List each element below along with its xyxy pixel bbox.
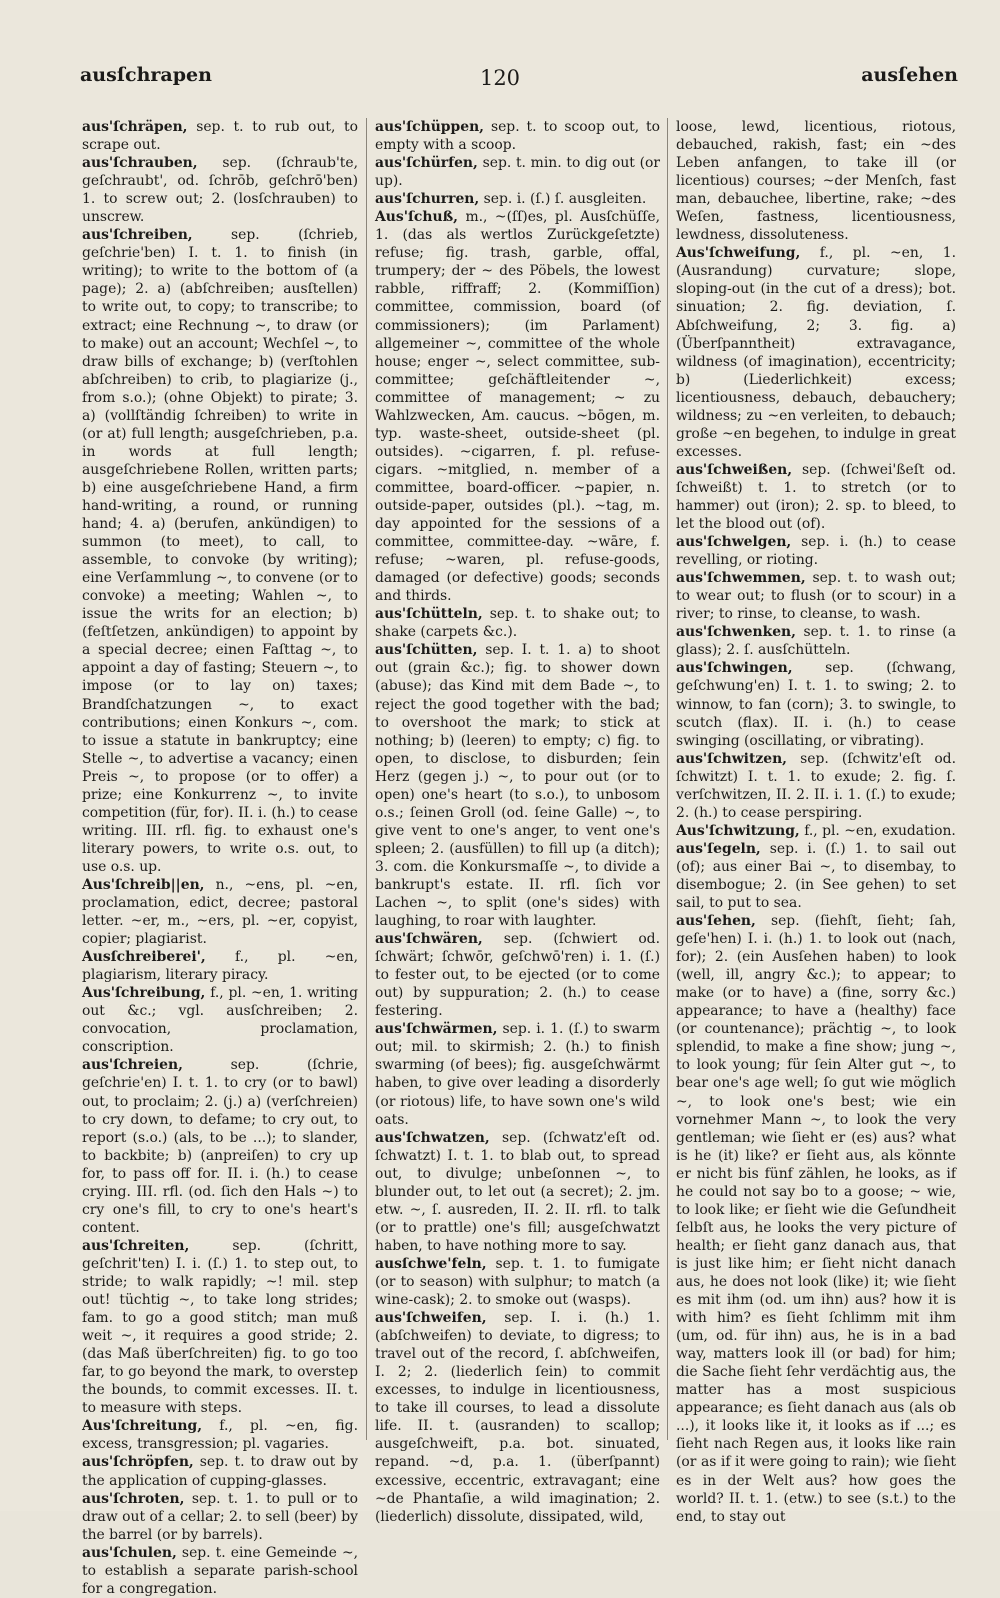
- entry-text: sep. t. to scoop out, to empty with a scoop.: [375, 119, 660, 154]
- headword: aus'ſchwärmen,: [375, 1021, 498, 1038]
- dictionary-entry: [676, 822, 956, 840]
- entry-text: sep. t. 1. to fumigate (or to season) with sulphur; to match (a wine-cask); 2. to smoke out (wasps).: [375, 1255, 660, 1309]
- dictionary-entry: [676, 659, 956, 749]
- entry-text: sep. t. 1. to pull or to draw out of a cellar; 2. to sell (beer) by the barrel (or by barrels).: [82, 1490, 358, 1543]
- entry-text: sep. (ſchritt, geſchrit'ten) I. i. (ſ.) 1. to step out, to stride; to walk rapidly; ~! mil. step out! tüchtig ~, to take long strides; fam. to go a good stitch; man muß weit ~, it requires a good stride; 2. (das Maß überſchreiten) fig. to go too far, to go beyond the mark, to overstep the bounds, to commit excesses. II. t. to measure with steps.: [82, 1237, 358, 1417]
- column-divider: [366, 118, 367, 1440]
- column-2: [375, 118, 660, 1525]
- dictionary-entry: [82, 226, 358, 876]
- headword: aus'ſchröpfen,: [82, 1454, 194, 1471]
- headword: Aus'ſchreitung,: [82, 1418, 203, 1435]
- headword: aus'ſchulen,: [82, 1544, 177, 1561]
- dictionary-entry: [375, 1020, 660, 1128]
- entry-text: sep. (ſchrieb, geſchrie'ben) I. t. 1. to finish (in writing); to write to the bottom of (a page); 2. a) (abſchreiben; ausſtellen) to write out, to copy; to transcribe; to extract; eine Rechnung ~, to draw (or to make) out an account; Wechſel ~, to draw bills of exchange; b) (verſtohlen abſchreiben) to crib, to plagiarize (j., from s.o.); (ohne Objekt) to pirate; 3. a) (vollſtändig ſchreiben) to write in (or at) full length; ausgeſchrieben, p.a. in words at full length; ausgeſchriebene Rollen, written parts; b) eine ausgeſchriebene Hand, a firm hand-writing, a round, or running hand; 4. a) (berufen, ankündigen) to summon (to meet), to call, to assemble, to convoke (by writing); eine Verſammlung ~, to convene (or to convoke) a meeting; Wahlen ~, to issue the writs for an election; b) (feſtſetzen, ankündigen) to appoint by a special decree; einen Faſttag ~, to appoint a day of fasting; Steuern ~, to impose (or to lay on) taxes; Brandſchatzungen ~, to exact contributions; einen Konkurs ~, com. to issue a statute in bankruptcy; eine Stelle ~, to advertise a vacancy; einen Preis ~, to propose (or to offer) a prize; eine Konkurrenz ~, to invite competition (für, for). II. i. (h.) to cease writing. III. rfl. fig. to exhaust one's literary powers, to write o.s. out, to use o.s. up.: [82, 227, 358, 875]
- dictionary-entry: [375, 190, 660, 208]
- headword: aus'ſchreiten,: [82, 1237, 190, 1254]
- dictionary-entry: [82, 118, 358, 154]
- dictionary-entry: [82, 1544, 358, 1598]
- entry-text: f., pl. ~en, plagiarism, literary piracy.: [82, 949, 358, 984]
- entry-text: sep. t. to wash out; to wear out; to flush (or to scour) in a river; to rinse, to cleanse, to wash.: [676, 570, 956, 623]
- headword: aus'ſchwingen,: [676, 660, 793, 677]
- headword: aus'ſchwelgen,: [676, 534, 792, 551]
- entry-text: sep. (ſchwatz'eſt od. ſchwatzt) I. t. 1. to blab out, to spread out, to divulge; unbeſonnen ~, to blunder out, to let out (a secret); 2. jm. etw. ~, ſ. ausreden, II. 2. II. rfl. to talk (or to prattle) one's fill; ausgeſchwatzt haben, to have nothing more to say.: [375, 1129, 660, 1254]
- entry-text: sep. (ſchraub'te, geſchraubt', od. ſchrōb, geſchrō'ben) 1. to screw out; 2. (losſchrauben) to unscrew.: [82, 155, 358, 226]
- headword: aus'ſchwitzen,: [676, 750, 788, 767]
- entry-text: f., pl. ~en, exudation.: [799, 822, 956, 839]
- dictionary-entry: [375, 1129, 660, 1255]
- dictionary-entry: [676, 244, 956, 461]
- headword: aus'ſchwenken,: [676, 624, 796, 641]
- entry-text: sep. (ſchrie, geſchrie'en) I. t. 1. to cry (or to bawl) out, to proclaim; 2. (j.) a) (verſchreien) to cry down, to defame; to cry out, to report (s.o.) (als, to be ...); to slander, to backbite; b) (anpreiſen) to cry up for, to pass off for. II. i. (h.) to cease crying. III. rfl. (od. ſich den Hals ~) to cry one's fill, to cry to one's heart's content.: [82, 1057, 358, 1236]
- headword: aus'ſchüppen,: [375, 119, 485, 135]
- dictionary-entry: [676, 840, 956, 912]
- headword: aus'ſchräpen,: [82, 119, 188, 135]
- dictionary-entry: [676, 912, 956, 1526]
- dictionary-entry: [82, 984, 358, 1056]
- dictionary-entry: [676, 533, 956, 569]
- entry-text: sep. (ſchwang, geſchwung'en) I. t. 1. to swing; 2. to winnow, to fan (corn); 3. to swingle, to scutch (flax). II. i. (h.) to cease swinging (oscillating, or vibrating).: [676, 660, 956, 749]
- entry-text: f., pl. ~en, fig. excess, transgression; pl. vagaries.: [82, 1418, 358, 1453]
- entry-text: sep. (ſchwiert od. ſchwärt; ſchwōr, geſchwō'ren) i. 1. (ſ.) to fester out, to be ejected (or to come out) by suppuration; 2. (h.) to cease festering.: [375, 931, 660, 1020]
- entry-text: sep. t. eine Gemeinde ~, to establish a separate parish-school for a congregation.: [82, 1544, 358, 1597]
- dictionary-entry: [375, 154, 660, 190]
- running-head-right: ausſehen: [861, 64, 958, 86]
- dictionary-entry: [676, 118, 956, 244]
- headword: aus'ſchwemmen,: [676, 570, 806, 587]
- headword: aus'ſchreien,: [82, 1057, 183, 1074]
- headword: aus'ſchreiben,: [82, 227, 193, 244]
- headword: aus'ſchweifen,: [375, 1310, 487, 1327]
- headword: Aus'ſchreibung,: [82, 985, 206, 1002]
- dictionary-entry: [375, 641, 660, 930]
- dictionary-entry: [82, 1490, 358, 1544]
- page-number: 120: [479, 66, 521, 90]
- dictionary-entry: [375, 1309, 660, 1526]
- dictionary-entry: [82, 1056, 358, 1236]
- entry-text: sep. t. to rub out, to scrape out.: [82, 119, 358, 154]
- dictionary-entry: [375, 208, 660, 605]
- dictionary-entry: [375, 930, 660, 1020]
- headword: Aus'ſchuß,: [375, 209, 458, 226]
- running-head-left: ausſchrapen: [80, 64, 212, 86]
- dictionary-entry: [82, 154, 358, 226]
- headword: aus'ſegeln,: [676, 840, 761, 857]
- entry-text: sep. i. (ſ.) 1. to sail out (of); aus einer Bai ~, to disembay, to disembogue; 2. (in See gehen) to set sail, to put to sea.: [676, 840, 956, 912]
- column-divider: [667, 118, 668, 1440]
- dictionary-entry: [676, 569, 956, 623]
- entry-text: sep. (ſiehſt, ſieht; ſah, geſe'hen) I. i. (h.) 1. to look out (nach, for); 2. (ein Ausſehen haben) to look (well, ill, angry &c.); to appear; to make (or to have) a (fine, sorry &c.) appearance; to have a (healthy) face (or countenance); prächtig ~, to look splendid, to make a fine show; jung ~, to look young; für ſein Alter gut ~, to bear one's age well; ſo gut wie möglich ~, to look one's best; wie ein vornehmer Mann ~, to look the very gentleman; wie ſieht er (es) aus? what is he (it) like? er ſieht aus, als könnte er nicht bis fünf zählen, he looks, as if he could not say bo to a goose; ~ wie, to look like; er ſieht wie die Geſundheit ſelbſt aus, he looks the very picture of health; er ſieht ganz danach aus, that is just like him; er ſieht nicht danach aus, he does not look (like) it; wie ſieht es mit ihm (od. um ihn) aus? how it is with him? es ſieht ſchlimm mit ihm (um, od. für ihn) aus, he is in a bad way, matters look ill (or bad) for him; die Sache ſieht ſehr verdächtig aus, the matter has a most suspicious appearance; es ſieht danach aus (als ob ...), it looks like it, it looks as if ...; es ſieht nach Regen aus, it looks like rain (or as if it were going to rain); wie ſieht es in der Welt aus? how goes the world? II. t. 1. (etw.) to see (s.t.) to the end, to stay out: [676, 913, 956, 1525]
- headword: Aus'ſchreib||en,: [82, 876, 205, 893]
- entry-text: sep. i. 1. (ſ.) to swarm out; mil. to skirmish; 2. (h.) to finish swarming (of bees); fig. ausgeſchwärmt haben, to give over leading a disorderly (or riotous) life, to have sown one's wild oats.: [375, 1021, 660, 1128]
- headword: aus'ſchürfen,: [375, 155, 478, 172]
- dictionary-entry: [676, 750, 956, 822]
- entry-text: loose, lewd, licentious, riotous, debauched, rakish, fast; ein ~des Leben anfangen, to take ill (or licentious) courses; ~der Menſch, fast man, debauchee, libertine, rake; ~des Weſen, fastness, licentiousness, lewdness, dissoluteness.: [676, 119, 956, 244]
- entry-text: sep. t. to draw out by the application of cupping-glasses.: [82, 1454, 358, 1489]
- entry-text: sep. (ſchwei'ßeſt od. ſchweißt) t. 1. to stretch (or to hammer) out (iron); 2. sp. to bleed, to let the blood out (of).: [676, 461, 956, 533]
- dictionary-entry: [82, 948, 358, 984]
- dictionary-entry: [676, 461, 956, 533]
- headword: aus'ſchweißen,: [676, 461, 793, 478]
- dictionary-entry: [82, 1453, 358, 1489]
- dictionary-entry: [82, 876, 358, 948]
- entry-text: sep. I. t. 1. a) to shoot out (grain &c.); fig. to shower down (abuse); das Kind mit dem Bade ~, to reject the good together with the bad; to overshoot the mark; to stick at nothing; b) (leeren) to empty; c) fig. to open, to disclose, to disburden; ſein Herz (gegen j.) ~, to pour out (or to open) one's heart (to s.o.), to unbosom o.s.; ſeinen Groll (od. ſeine Galle) ~, to give vent to one's anger, to vent one's spleen; 2. (ausfüllen) to fill up (a ditch); 3. com. die Konkursmaſſe ~, to divide a bankrupt's estate. II. rfl. ſich vor Lachen ~, to split (one's sides) with laughing, to roar with laughter.: [375, 642, 660, 930]
- entry-text: sep. i. (h.) to cease revelling, or rioting.: [676, 534, 956, 569]
- headword: aus'ſchwatzen,: [375, 1129, 490, 1146]
- entry-text: sep. i. (ſ.) ſ. ausgleiten.: [479, 191, 647, 208]
- dictionary-entry: [82, 1417, 358, 1453]
- headword: aus'ſchrauben,: [82, 155, 198, 172]
- entry-text: sep. t. min. to dig out (or up).: [375, 155, 660, 190]
- dictionary-entry: [375, 605, 660, 641]
- entry-text: sep. t. 1. to rinse (a glass); 2. ſ. ausſchütteln.: [676, 624, 956, 659]
- headword: aus'ſchwären,: [375, 931, 483, 948]
- entry-text: f., pl. ~en, 1. (Ausrandung) curvature; slope, sloping-out (in the cut of a dress); bot. sinuation; 2. fig. deviation, ſ. Abſchweifung, 2; 3. fig. a) (Überſpanntheit) extravagance, wildness (of imagination), eccentricity; b) (Liederlichkeit) excess; licentiousness, debauch, debauchery; wildness; zu ~en verleiten, to debauch; große ~en begehen, to indulge in great excesses.: [676, 245, 956, 460]
- headword: aus'ſchroten,: [82, 1490, 185, 1507]
- dictionary-entry: [82, 1237, 358, 1417]
- entry-text: sep. t. to shake out; to shake (carpets &c.).: [375, 606, 660, 641]
- headword: aus'ſchurren,: [375, 191, 480, 208]
- headword: Ausſchreiberei',: [82, 949, 206, 966]
- entry-text: sep. (ſchwitz'eſt od. ſchwitzt) I. t. 1. to exude; 2. fig. ſ. verſchwitzen, II. 2. II. i. 1. (ſ.) to exude; 2. (h.) to cease perspiring.: [676, 750, 956, 821]
- headword: ausſchwe'feln,: [375, 1255, 487, 1272]
- dictionary-entry: [375, 1255, 660, 1309]
- entry-text: m., ~(ſſ)es, pl. Ausſchüſſe, 1. (das als wertlos Zurückgeſetzte) refuse; fig. trash, garble, offal, trumpery; der ~ des Pöbels, the lowest rabble, riffraff; 2. (Kommiſſion) committee, commission, board (of commissioners); (im Parlament) allgemeiner ~, committee of the whole house; enger ~, select committee, sub-committee; geſchäftleitender ~, committee of management; ~ zu Wahlzwecken, Am. caucus. ~bōgen, m. typ. waste-sheet, outside-sheet (pl. outsides). ~cigarren, f. pl. refuse-cigars. ~mitglied, n. member of a committee, board-officer. ~papier, n. outside-paper, outsides (pl.). ~tag, m. day appointed for the sessions of a committee, committee-day. ~wāre, f. refuse; ~waren, pl. refuse-goods, damaged (or defective) goods; seconds and thirds.: [375, 209, 660, 605]
- dictionary-entry: [375, 118, 660, 154]
- headword: aus'ſehen,: [676, 913, 756, 930]
- entry-text: f., pl. ~en, 1. writing out &c.; vgl. ausſchreiben; 2. convocation, proclamation, conscription.: [82, 985, 358, 1056]
- entry-text: n., ~ens, pl. ~en, proclamation, edict, decree; pastoral letter. ~er, m., ~ers, pl. ~er, copyist, copier; plagiarist.: [82, 876, 358, 948]
- headword: aus'ſchütteln,: [375, 606, 483, 623]
- dictionary-entry: [676, 623, 956, 659]
- headword: Aus'ſchweifung,: [676, 245, 801, 262]
- headword: Aus'ſchwitzung,: [676, 822, 800, 839]
- entry-text: sep. I. i. (h.) 1. (abſchweifen) to deviate, to digress; to travel out of the record, ſ. abſchweifen, I. 2; 2. (liederlich ſein) to commit excesses, to indulge in licentiousness, to take ill courses, to lead a dissolute life. II. t. (ausranden) to scallop; ausgeſchweift, p.a. bot. sinuated, repand. ~d, p.a. 1. (überſpannt) excessive, eccentric, extravagant; eine ~de Phantaſie, a wild imagination; 2. (liederlich) dissolute, dissipated, wild,: [375, 1310, 660, 1525]
- column-3: [676, 118, 956, 1525]
- headword: aus'ſchütten,: [375, 642, 478, 659]
- column-1: [82, 118, 358, 1597]
